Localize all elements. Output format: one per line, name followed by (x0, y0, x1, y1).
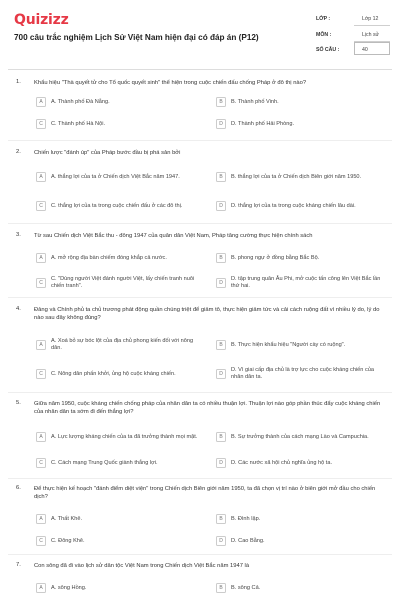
option-text: C. Nông dân phấn khởi, ủng hộ cuộc kháng chiến. (51, 370, 176, 377)
class-underline (354, 25, 390, 26)
question-text: Đảng và Chính phủ ta chủ trương phát động quần chúng triệt để giảm tô, thực hiện giảm tức và cải cách ruộng đất vì nhiều lý do, lý do nào sau đây không đúng? (34, 307, 380, 321)
option-text: D. Cao Bằng. (231, 537, 265, 544)
page-title: 700 câu trắc nghiệm Lịch Sử Việt Nam hiện đại có đáp án (P12) (14, 33, 259, 42)
option-text: C. Cách mạng Trung Quốc giành thắng lợi. (51, 459, 158, 466)
worksheet-header (0, 0, 400, 64)
subject-label: MÔN : (316, 32, 332, 38)
option-text: B. thắng lợi của ta ở Chiến dịch Biên giới năm 1950. (231, 173, 362, 180)
option-letter: B (216, 253, 226, 263)
option-letter: C (36, 278, 46, 288)
option-text: D. tập trung quân Âu Phi, mở cuộc tấn công lên Việt Bắc lần thứ hai. (231, 276, 381, 289)
option-letter: C (36, 536, 46, 546)
count-label: SỐ CÂU : (316, 47, 340, 53)
option-letter: B (216, 432, 226, 442)
question-number: 2. (16, 149, 21, 155)
option-letter: A (36, 514, 46, 524)
question-divider (8, 478, 392, 479)
option-text: A. thắng lợi của ta ở Chiến dịch Việt Bắc năm 1947. (51, 173, 180, 180)
option-letter: D (216, 201, 226, 211)
subject-field (312, 29, 390, 42)
option-letter: A (36, 432, 46, 442)
option-text: A. Lực lượng kháng chiến của ta đã trưởng thành mọi mặt. (51, 433, 198, 440)
option-letter: B (216, 172, 226, 182)
class-value: Lớp 12 (362, 16, 379, 22)
option-letter: A (36, 172, 46, 182)
option-text: B. phong ngự ở đồng bằng Bắc Bộ. (231, 254, 320, 261)
option-letter: B (216, 340, 226, 350)
question-divider (8, 392, 392, 393)
option-letter: A (36, 340, 46, 350)
quizizz-logo: Quizizz (14, 12, 69, 28)
question-divider (8, 297, 392, 298)
option-text: A. Thành phố Đà Nẵng. (51, 98, 110, 105)
option-letter: A (36, 253, 46, 263)
question-text: Khẩu hiệu "Thà quyết tử cho Tổ quốc quyết sinh" thể hiện trong cuộc chiến đấu chống Pháp ở đô thị nào? (34, 80, 307, 86)
option-letter: A (36, 97, 46, 107)
option-text: C. Thành phố Hà Nội. (51, 120, 106, 127)
option-text: B. Đình lập. (231, 515, 261, 522)
header-divider (8, 69, 392, 70)
option-letter: B (216, 514, 226, 524)
option-letter: D (216, 536, 226, 546)
option-letter: C (36, 119, 46, 129)
option-letter: D (216, 119, 226, 129)
question-number: 4. (16, 306, 21, 312)
option-text: C. Đông Khê. (51, 537, 85, 544)
option-text: A. mở rộng địa bàn chiếm đóng khắp cả nước. (51, 254, 167, 261)
option-letter: C (36, 201, 46, 211)
option-text: C. thắng lợi của ta trong cuộc chiến đấu ở các đô thị. (51, 202, 183, 209)
option-letter: B (216, 583, 226, 593)
count-value: 40 (362, 47, 368, 53)
option-text: D. Các nước xã hội chủ nghĩa ủng hộ ta. (231, 459, 333, 466)
option-letter: C (36, 369, 46, 379)
question-number: 6. (16, 485, 21, 491)
question-divider (8, 554, 392, 555)
option-text: D. Vì giai cấp địa chủ là trợ lực cho cuộc kháng chiến của nhân dân ta. (231, 367, 374, 380)
question-text: Để thực hiện kế hoạch "đánh điểm diệt viện" trong Chiến dịch Biên giới năm 1950, ta đã chọn vị trí nào ở biên giới mở đầu cho chiến dịch? (34, 486, 376, 500)
subject-value: Lịch sử (362, 32, 380, 38)
question-text: Từ sau Chiến dịch Việt Bắc thu - đông 1947 của quân dân Việt Nam, Pháp tăng cường thực hiện chính sách (34, 233, 313, 239)
option-letter: C (36, 458, 46, 468)
question-text: Con sông đã đi vào lịch sử dân tộc Việt Nam trong Chiến dịch Việt Bắc năm 1947 là (34, 563, 250, 569)
question-divider (8, 223, 392, 224)
option-text: D. Thành phố Hải Phòng. (231, 120, 295, 127)
question-text: Chiến lược "đánh úp" của Pháp bước đầu bị phá sản bởi (34, 150, 181, 156)
option-text: A. Thất Khê. (51, 515, 82, 522)
option-text: D. thắng lợi của ta trong cuộc kháng chiến lâu dài. (231, 202, 356, 209)
option-text: C. "Dùng người Việt đánh người Việt, lấy chiến tranh nuôi chiến tranh". (51, 276, 195, 289)
count-field (312, 44, 390, 57)
option-letter: B (216, 97, 226, 107)
option-letter: D (216, 458, 226, 468)
option-letter: D (216, 369, 226, 379)
class-field (312, 13, 390, 26)
option-letter: D (216, 278, 226, 288)
question-divider (8, 140, 392, 141)
option-text: A. Xoá bỏ sự bóc lột của địa chủ phong kiến đối với nông dân. (51, 338, 194, 351)
option-text: B. sông Cả. (231, 584, 261, 591)
question-text: Giữa năm 1950, cuộc kháng chiến chống pháp của nhân dân ta có nhiều thuận lợi. Thuận lợi nào góp phần thúc đẩy cuộc kháng chiến của nhân dân ta sớm đi đến thắng lợi? (34, 401, 381, 415)
question-number: 1. (16, 79, 21, 85)
option-text: B. Thực hiện khẩu hiệu "Người cày có ruộng". (231, 341, 346, 348)
option-text: A. sông Hồng. (51, 584, 87, 591)
question-number: 7. (16, 562, 21, 568)
option-text: B. Thành phố Vinh. (231, 98, 279, 105)
question-number: 3. (16, 232, 21, 238)
option-text: B. Sự trưởng thành của cách mạng Lào và Campuchia. (231, 433, 369, 440)
class-label: LỚP : (316, 16, 331, 22)
question-number: 5. (16, 400, 21, 406)
option-letter: A (36, 583, 46, 593)
